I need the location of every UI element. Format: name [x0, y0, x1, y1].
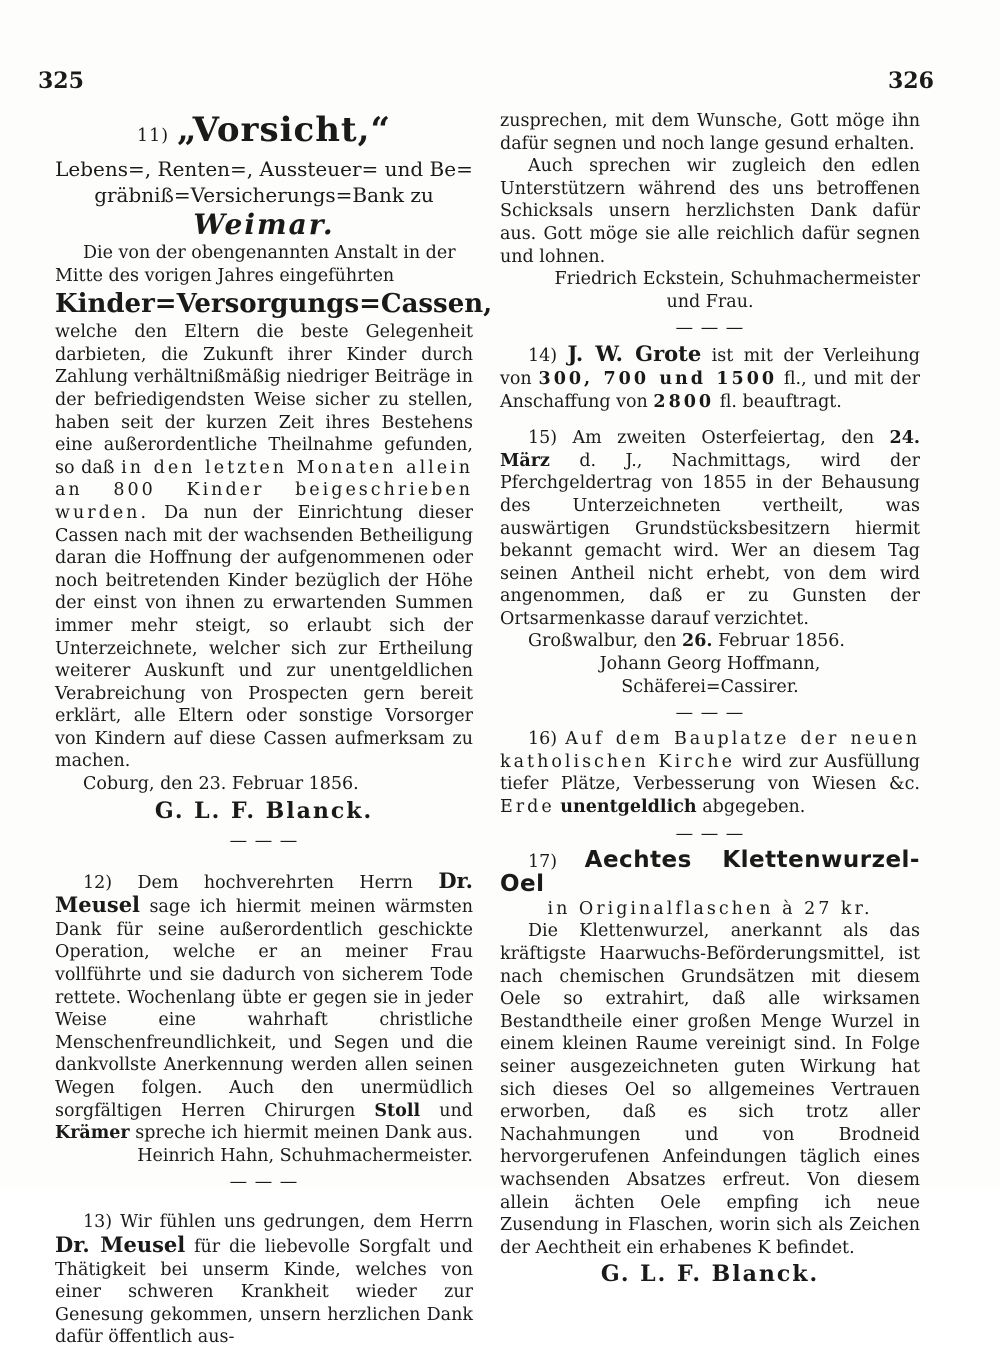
ad-17-heading: Aechtes Klettenwurzel-Oel: [500, 846, 920, 898]
ad-11-subtitle-2: gräbniß=Versicherungs=Bank zu: [94, 183, 434, 207]
ad-11-title-line: [55, 110, 473, 156]
ad-12-surgeon-1: Stoll: [374, 1100, 421, 1121]
ad-13: [55, 1211, 473, 1349]
ad-12-doctor: Dr. Meusel: [55, 867, 473, 918]
ad-15-text-1: Am zweiten Osterfeiertag, den: [572, 428, 875, 449]
ad-13-body: [55, 1211, 473, 1349]
ad-12-text-1: Dem hochverehrten Herrn: [137, 872, 413, 893]
ad-16-erde: Erde: [500, 797, 555, 818]
ad-13-divider: — — —: [675, 318, 745, 339]
ad-11-signature: G. L. F. Blanck.: [154, 797, 374, 824]
ad-13-doctor: Dr. Meusel: [55, 1231, 186, 1257]
ad-16-text-2: abgegeben.: [702, 797, 806, 818]
ad-13-cont-text-2: Auch sprechen wir zugleich den edlen Unterstützern während des uns betroffenen Schicksals unsern herzlichsten Dank dafür aus. Gott möge sie alle reichlich dafür segnen und lohnen.: [500, 156, 920, 267]
ad-17: [500, 846, 920, 1290]
ad-11-divider: — — —: [229, 830, 299, 851]
ad-16-spaced: Auf dem Bauplatze der neuen katholischen Kirche: [500, 729, 920, 772]
ad-11-number: 11): [136, 126, 170, 146]
ad-17-body: Die Klettenwurzel, anerkannt als das kräftigste Haarwuchs-Beförderungsmittel, ist nach chemischen Grundsätzen mit diesem Oele so extrahirt, daß alle wirksamen Bestandtheile einer großen Menge Wurzel in einem kleinen Raume vereinigt sind. In Folge seiner ausgezeichneten guten Wirkung hat sich dieses Oel so allgemeines Vertrauen erworben, daß es sich trotz aller Nachahmungen und von Brodneid hervorgerufenen Anfeindungen täglich eines wachsenden Absatzes erfreut. Von diesem allein ächten Oele empfing ich neue Zusendung in Flaschen, worin sich als Zeichen der Aechtheit ein erhabenes K befindet.: [500, 921, 920, 1258]
ad-15-signature-2: Schäferei=Cassirer.: [621, 676, 799, 697]
ad-11-intro-2: Mitte des vorigen Jahres eingeführten: [55, 265, 395, 286]
ad-13-continued: [500, 110, 920, 343]
ad-11-intro-1: Die von der obengenannten Anstalt in der: [83, 243, 456, 263]
ad-11-title: „Vorsicht,“: [177, 110, 392, 150]
ad-12-text-3: und: [439, 1100, 473, 1121]
ad-16-bold: unentgeldlich: [560, 797, 697, 818]
ad-11-heading: Kinder=Versorgungs=Cassen,: [55, 289, 493, 320]
ad-14-text-1: ist mit der Verleihung von: [500, 346, 920, 389]
ad-12-text-2: sage ich hiermit meinen wärmsten Dank für seine außerordentlich geschickte Operation, welche er an meiner Frau vollführte und sie dadurch von sicherem Tode rettete. Wochenlang übte er gegen sie in jeder Weise eine wahrhaft christliche Menschenfreundlichkeit, und Segen und die dankvollste Anerkennung werden allen seinen Wegen folgen. Auch den unermüdlich sorgfältigen Herren Chirurgen: [55, 897, 473, 1121]
ad-17-subheading: in Originalflaschen à 27 kr.: [547, 898, 873, 919]
ad-16-text-1: wird zur Ausfüllung tiefer Plätze, Verbesserung von Wiesen &c.: [500, 751, 920, 795]
ad-15-signature-1: Johann Georg Hoffmann,: [599, 654, 821, 675]
ad-15-month-year: Februar 1856.: [718, 631, 845, 652]
right-column: [500, 110, 920, 1289]
ad-13-signature-2: und Frau.: [666, 291, 754, 312]
ad-11-city: Weimar.: [193, 208, 335, 241]
left-column: [55, 110, 493, 1349]
ad-16-divider: — — —: [675, 823, 745, 844]
ad-14-name: J. W. Grote: [567, 341, 702, 367]
ad-17-heading-line: [500, 846, 920, 898]
ad-13-cont-text-1: zusprechen, mit dem Wunsche, Gott möge ihn dafür segnen und noch lange gesund erhalten.: [500, 111, 920, 154]
ad-14-text-3: fl. beauftragt.: [719, 391, 842, 412]
ad-17-number: 17): [528, 851, 558, 872]
ad-15: [500, 427, 920, 728]
ad-12-number: 12): [83, 872, 113, 893]
ad-15-number: 15): [528, 428, 558, 449]
page-number-left: 325: [38, 68, 84, 94]
ad-13-signature-1: Friedrich Eckstein, Schuhmachermeister: [554, 269, 920, 290]
ad-15-text-2: d. J., Nachmittags, wird der Pferchgeldertrag von 1855 in der Behausung des Unterzeichneten vertheilt, was auswärtigen Grundstücksbesitzern hiermit bekannt gemacht wird. Wer an diesem Tag seinen Antheil nicht erhebt, von dem wird angenommen, daß er zu Gunsten der Ortsarmenkasse darauf verzichtet.: [500, 450, 920, 629]
ad-11-body-spaced: in den letzten Monaten allein an 800 Kinder beigeschrieben wurden.: [55, 457, 473, 523]
ad-15-divider: — — —: [675, 703, 745, 724]
ad-14: [500, 343, 920, 413]
ad-12: [55, 867, 473, 1198]
ad-14-amount-2: 2800: [653, 391, 715, 412]
ad-17-signature: G. L. F. Blanck.: [600, 1261, 820, 1288]
ad-16-number: 16): [528, 729, 558, 750]
page-number-right: 326: [888, 68, 934, 94]
ad-11-body-a: welche den Eltern die beste Gelegenheit darbieten, die Zukunft ihrer Kinder durch Zahlung verhältnißmäßig niedriger Beiträge in der befriedigendsten Weise sicher zu stellen, haben seit der kurzen Zeit ihres Bestehens eine außerordentliche Theilnahme gefunden, so daß: [55, 322, 473, 478]
ad-15-place: Großwalbur, den: [528, 631, 677, 652]
ad-12-surgeon-2: Krämer: [55, 1123, 130, 1144]
ad-14-text-2: fl., und mit der Anschaffung von: [500, 368, 920, 412]
ad-11: [55, 110, 493, 856]
ad-11-date: Coburg, den 23. Februar 1856.: [83, 774, 359, 795]
ad-15-day: 26.: [682, 631, 713, 652]
ad-12-divider: — — —: [229, 1172, 299, 1193]
ad-11-body-b: Da nun der Einrichtung dieser Cassen nach mit der wachsenden Betheiligung daran die Hoffnung der aufgenommenen oder noch beitretenden Kinder bezüglich der Höhe der einst von ihnen zu erwartenden Summen immer mehr steigt, so erlaubt sich der Unterzeichnete, welcher sich zur Ertheilung weiterer Auskunft und zur unentgeldlichen Verabreichung von Prospecten gern bereit erklärt, alle Eltern oder sonstige Vorsorger von Kindern auf diese Cassen aufmerksam zu machen.: [55, 502, 473, 772]
ad-13-number: 13): [83, 1212, 113, 1233]
ad-15-dateline: [500, 630, 920, 653]
ad-12-body: [55, 867, 473, 1145]
ad-14-amounts: 300, 700 und 1500: [538, 368, 778, 389]
ad-15-date-bold: 24. März: [500, 428, 920, 471]
ad-11-body: [55, 321, 473, 773]
ad-16-body: [500, 728, 920, 818]
ad-14-number: 14): [528, 346, 558, 367]
ad-13-text-2: für die liebevolle Sorgfalt und Thätigkeit bei unserm Kinde, welches von einer schweren Krankheit wieder zur Genesung gekommen, unsern herzlichen Dank dafür öffentlich aus-: [55, 1236, 473, 1348]
ad-11-subtitle-1: Lebens=, Renten=, Aussteuer= und Be=: [55, 157, 473, 181]
ad-15-body: [500, 427, 920, 630]
ad-12-text-4: spreche ich hiermit meinen Dank aus.: [135, 1123, 473, 1144]
ad-12-signature: Heinrich Hahn, Schuhmachermeister.: [137, 1145, 473, 1166]
ad-14-body: [500, 343, 920, 413]
ad-13-text-1: Wir fühlen uns gedrungen, dem Herrn: [120, 1212, 473, 1233]
ad-16: [500, 728, 920, 848]
